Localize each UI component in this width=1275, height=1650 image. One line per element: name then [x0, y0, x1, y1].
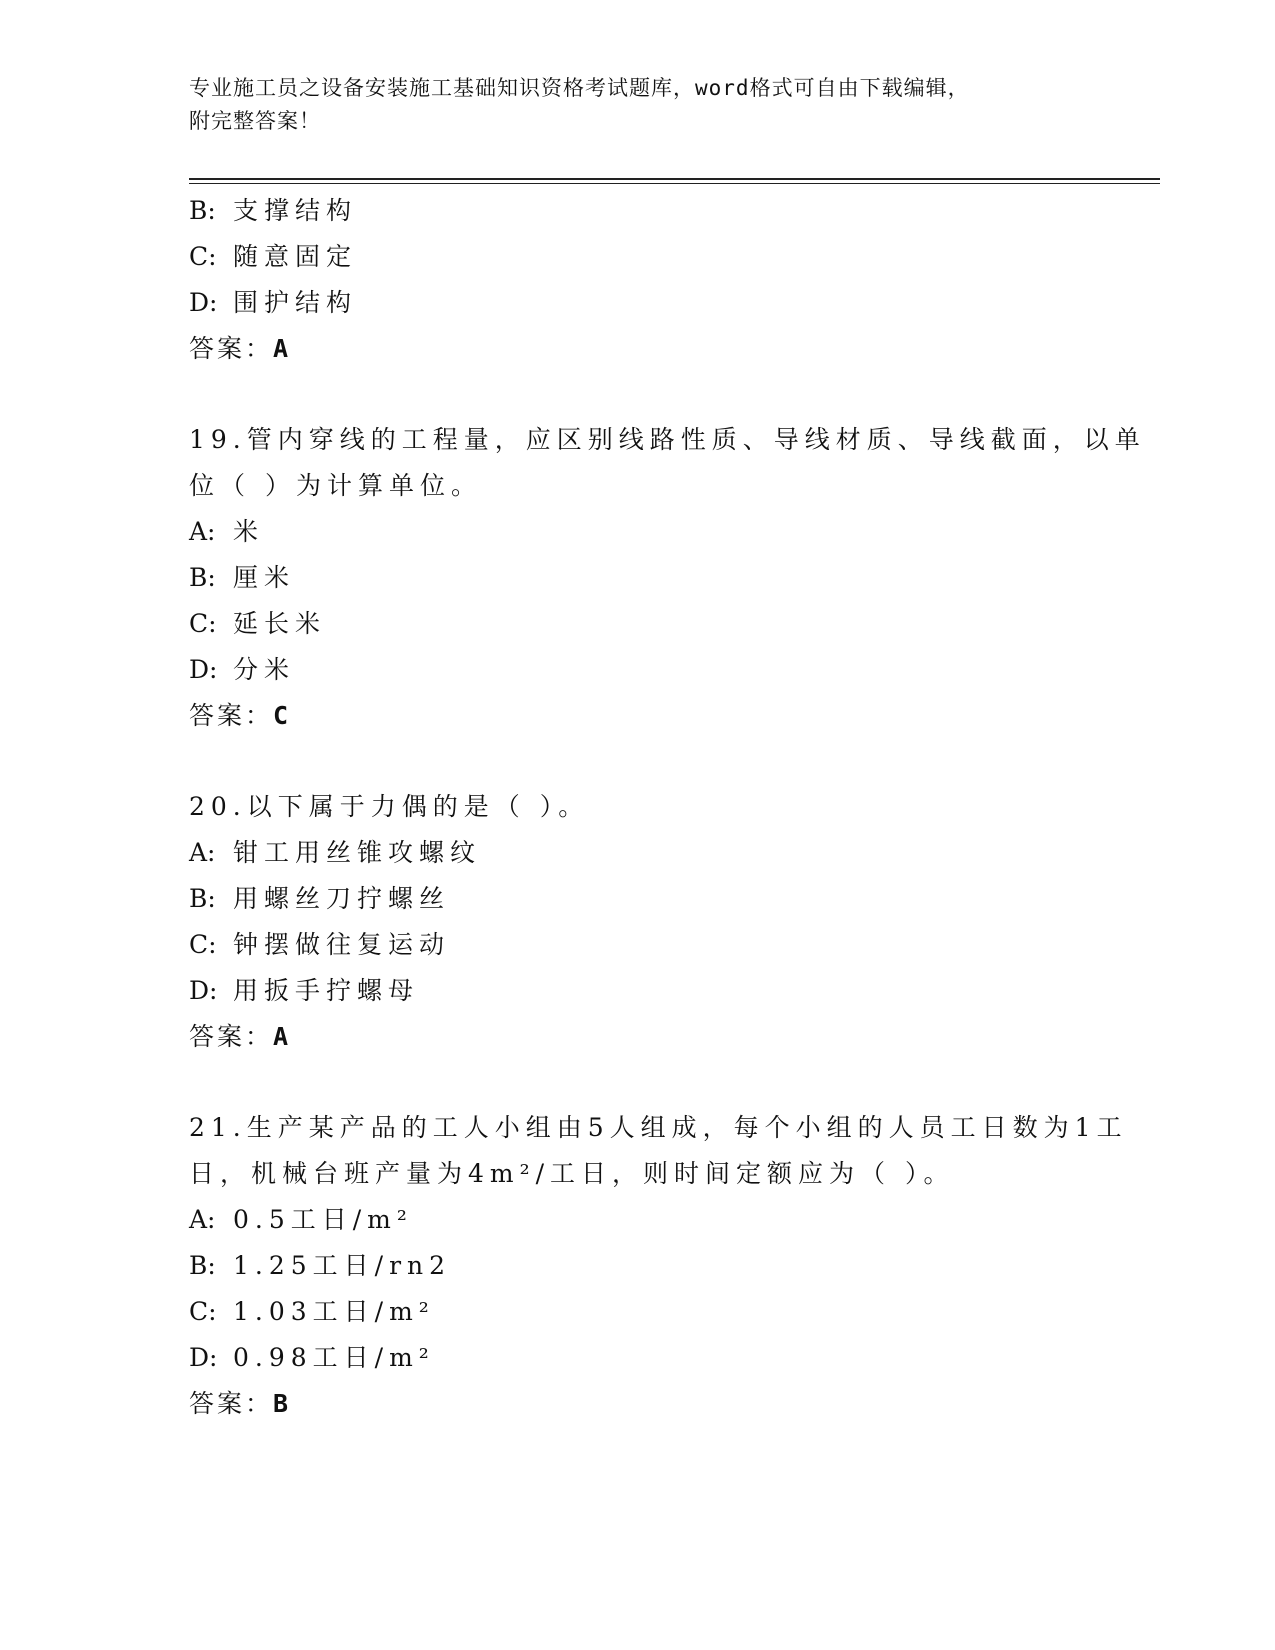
header-divider — [189, 178, 1160, 184]
option-text: 用螺丝刀拧螺丝 — [233, 884, 451, 913]
answer-line — [189, 1381, 1089, 1427]
answer-value: A — [273, 1022, 292, 1051]
option-text: 0.98工日/m² — [233, 1343, 435, 1372]
option-key: D: — [189, 288, 218, 317]
question-20 — [189, 784, 1089, 1060]
option-key: B: — [189, 1251, 216, 1280]
option-c — [189, 234, 1089, 280]
question-stem-line: 19.管内穿线的工程量，应区别线路性质、导线材质、导线截面，以单 — [189, 425, 1146, 454]
answer-value: A — [273, 334, 292, 363]
answer-value: B — [273, 1389, 292, 1418]
option-c — [189, 1289, 1089, 1335]
option-text: 钟摆做往复运动 — [233, 930, 451, 959]
option-key: C: — [189, 609, 217, 638]
answer-label: 答案： — [189, 1389, 274, 1418]
option-b — [189, 1243, 1089, 1289]
option-key: C: — [189, 242, 217, 271]
header-title-line-1: 专业施工员之设备安装施工基础知识资格考试题库，word格式可自由下载编辑， — [189, 76, 970, 100]
option-text: 厘米 — [233, 563, 296, 592]
option-c — [189, 922, 1089, 968]
option-c — [189, 601, 1089, 647]
header-title-line-2: 附完整答案！ — [189, 109, 321, 133]
option-a — [189, 1197, 1089, 1243]
answer-line — [189, 326, 1089, 372]
option-key: D: — [189, 655, 218, 684]
option-key: D: — [189, 976, 218, 1005]
question-stem-line: 21.生产某产品的工人小组由5人组成，每个小组的人员工日数为1工 — [189, 1113, 1128, 1142]
option-text: 0.5工日/m² — [233, 1205, 413, 1234]
question-stem-line: 日，机械台班产量为4m²/工日，则时间定额应为（ ）。 — [189, 1159, 955, 1188]
option-key: B: — [189, 884, 216, 913]
answer-value: C — [273, 701, 292, 730]
answer-label: 答案： — [189, 334, 274, 363]
option-text: 延长米 — [233, 609, 327, 638]
option-key: C: — [189, 930, 217, 959]
answer-label: 答案： — [189, 701, 274, 730]
option-key: A: — [189, 1205, 216, 1234]
option-key: A: — [189, 838, 216, 867]
option-text: 用扳手拧螺母 — [233, 976, 420, 1005]
option-key: D: — [189, 1343, 218, 1372]
answer-line — [189, 693, 1089, 739]
option-key: C: — [189, 1297, 217, 1326]
option-text: 米 — [233, 517, 265, 546]
answer-label: 答案： — [189, 1022, 274, 1051]
option-text: 分米 — [233, 655, 296, 684]
option-b — [189, 188, 1089, 234]
answer-line — [189, 1014, 1089, 1060]
continued-question — [189, 188, 1089, 372]
question-list — [189, 188, 1146, 1427]
question-stem-line: 20.以下属于力偶的是（ ）。 — [189, 792, 590, 821]
document-header — [189, 72, 1069, 138]
option-text: 1.03工日/m² — [233, 1297, 435, 1326]
option-key: B: — [189, 196, 216, 225]
option-text: 随意固定 — [233, 242, 358, 271]
question-21 — [189, 1105, 1128, 1427]
option-b — [189, 876, 1089, 922]
option-d — [189, 1335, 1089, 1381]
option-text: 支撑结构 — [233, 196, 358, 225]
question-stem-line: 位（ ）为计算单位。 — [189, 471, 482, 500]
option-d — [189, 280, 1089, 326]
option-a — [189, 509, 1089, 555]
option-b — [189, 555, 1089, 601]
option-text: 钳工用丝锥攻螺纹 — [233, 838, 482, 867]
option-d — [189, 968, 1089, 1014]
option-text: 围护结构 — [233, 288, 358, 317]
option-key: B: — [189, 563, 216, 592]
option-d — [189, 647, 1089, 693]
option-a — [189, 830, 1089, 876]
question-19 — [189, 417, 1146, 739]
option-key: A: — [189, 517, 216, 546]
option-text: 1.25工日/rn2 — [233, 1251, 452, 1280]
